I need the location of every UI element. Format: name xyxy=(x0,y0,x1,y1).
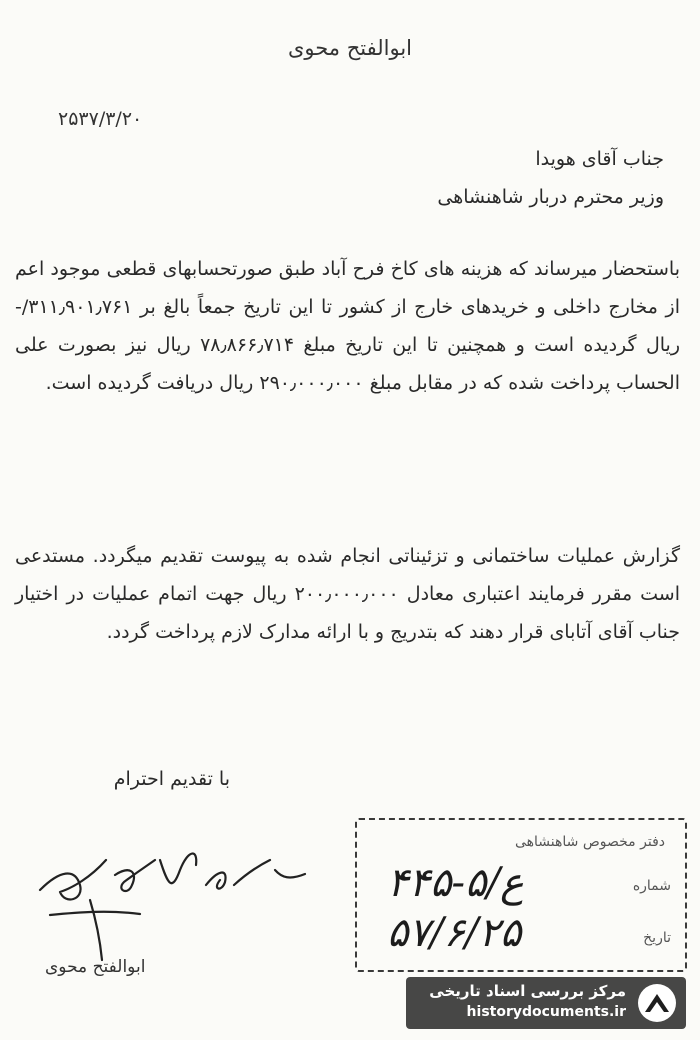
stamp-office-label: دفتر مخصوص شاهنشاهی xyxy=(514,834,665,850)
stamp-number-label: شماره xyxy=(632,878,671,894)
salutation xyxy=(44,140,664,216)
addressee-title: وزیر محترم دربار شاهنشاهی xyxy=(437,186,664,208)
body-paragraph-2: گزارش عملیات ساختمانی و تزئیناتی انجام شده به پیوست تقدیم میگردد. مستدعی است مقرر فرمایند اعتباری معادل ۲۰۰٫۰۰۰٫۰۰۰ ریال جهت اتمام عملیات در اختیار جناب آقای آتابای قرار دهند که بتدریج و با ارائه مدارک لازم پرداخت گردد. xyxy=(15,545,681,643)
signer-name: ابوالفتح محوی xyxy=(45,957,146,977)
letterhead-name: ابوالفتح محوی xyxy=(287,36,413,60)
watermark-url: historydocuments.ir xyxy=(466,1004,626,1020)
letter-date: ۲۵۳۷/۳/۲۰ xyxy=(58,108,143,130)
archive-watermark xyxy=(406,977,686,1029)
closing-greeting: با تقدیم احترام xyxy=(113,768,230,790)
archive-logo-icon xyxy=(636,982,678,1024)
watermark-title: مرکز بررسی اسناد تاریخی xyxy=(429,982,626,1000)
stamp-date-label: تاریخ xyxy=(643,930,671,946)
stamp-date: ۵۷/۶/۲۵ xyxy=(387,910,522,956)
registration-stamp xyxy=(355,818,687,972)
addressee-name: جناب آقای هویدا xyxy=(535,148,664,170)
stamp-number: ۴۴۵-۵/ع xyxy=(387,860,524,906)
body-paragraph-1: باستحضار میرساند که هزینه های کاخ فرح آباد طبق صورتحسابهای قطعی موجود اعم از مخارج داخلی و خریدهای خارج از کشور تا این تاریخ جمعاً بالغ بر ۳۱۱٫۹۰۱٫۷۶۱/- ریال گردیده است و همچنین تا این تاریخ مبلغ ۷۸٫۸۶۶٫۷۱۴ ریال نیز بصورت علی الحساب پرداخت شده که در مقابل مبلغ ۲۹۰٫۰۰۰٫۰۰۰ ریال دریافت گردیده است. xyxy=(15,258,680,394)
